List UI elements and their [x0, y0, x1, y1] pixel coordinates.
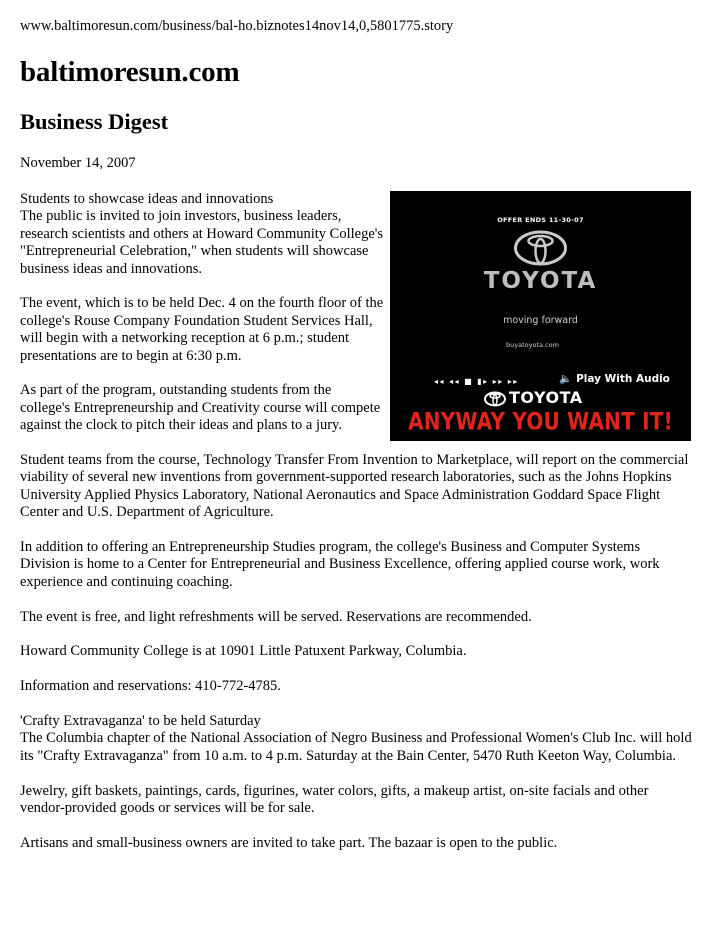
- ad-slogan: ANYWAY YOU WANT IT!: [408, 407, 673, 436]
- article-date: November 14, 2007: [20, 155, 136, 171]
- toyota-advertisement[interactable]: [390, 191, 691, 441]
- story-text: The public is invited to join investors, business leaders, research scientists and others at Howard Community College's "Entrepreneurial Celebration," when students will showcase business ideas and innovations.: [20, 208, 384, 277]
- ad-tagline: moving forward: [503, 315, 578, 326]
- story-paragraph: In addition to offering an Entrepreneurship Studies program, the college's Business and Computer Systems Division is home to a Center for Entrepreneurial and Business Excellence, offering applied course work, work experience and continuing coaching.: [20, 539, 660, 590]
- story-paragraph: Jewelry, gift baskets, paintings, cards, figurines, water colors, gifts, a makeup artist, on-site facials and other vendor-provided goods or services will be for sale.: [20, 782, 649, 817]
- story-headline: Students to showcase ideas and innovations: [20, 191, 274, 207]
- story-paragraph: [20, 713, 692, 765]
- ad-website: buyatoyota.com: [506, 341, 559, 349]
- site-title: baltimoresun.com: [20, 56, 240, 88]
- ad-brand-wordmark: TOYOTA: [483, 268, 598, 294]
- story-headline: 'Crafty Extravaganza' to be held Saturday: [20, 713, 261, 730]
- story-paragraph: Artisans and small-business owners are invited to take part. The bazaar is open to the public.: [20, 834, 558, 851]
- story-paragraph: Howard Community College is at 10901 Little Patuxent Parkway, Columbia.: [20, 643, 467, 660]
- section-title: Business Digest: [20, 109, 169, 134]
- story-paragraph: Information and reservations: 410-772-4785.: [20, 678, 281, 695]
- page-url: www.baltimoresun.com/business/bal-ho.biznotes14nov14,0,5801775.story: [20, 18, 454, 34]
- speaker-icon: 🔈: [559, 373, 573, 385]
- ad-brand-wordmark-bottom: TOYOTA: [509, 388, 583, 407]
- story-paragraph: Student teams from the course, Technology Transfer From Invention to Marketplace, will report on the commercial viability of several new inventions from government-supported research laboratories, such as the Johns Hopkins University Applied Physics Laboratory, National Aeronautics and Space Administration Goddard Space Flight Center and U.S. Department of Agriculture.: [20, 452, 689, 521]
- story-paragraph: As part of the program, outstanding students from the college's Entrepreneurship and Creativity course will compete against the clock to pitch their ideas and plans to a jury.: [20, 382, 381, 434]
- play-with-audio-label: Play With Audio: [576, 373, 670, 385]
- story-paragraph: The event is free, and light refreshments will be served. Reservations are recommended.: [20, 608, 532, 625]
- story-text: The Columbia chapter of the National Association of Negro Business and Professional Women's Club Inc. will hold its "Crafty Extravaganza" from 10 a.m. to 4 p.m. Saturday at the Bain Center, 5470 Ruth Keeton Way, Columbia.: [20, 730, 692, 764]
- story-paragraph: The event, which is to be held Dec. 4 on the fourth floor of the college's Rouse Company Foundation Student Services Hall, will begin with a networking reception at 6 p.m.; student presentations are to begin at 6:30 p.m.: [20, 295, 384, 364]
- media-controls[interactable]: ◂◂ ◂◂ ■ ▮▸ ▸▸ ▸▸: [434, 377, 519, 386]
- play-with-audio-button[interactable]: [559, 371, 670, 388]
- ad-offer-text: OFFER ENDS 11-30-07: [497, 216, 584, 224]
- article-body: [20, 191, 692, 870]
